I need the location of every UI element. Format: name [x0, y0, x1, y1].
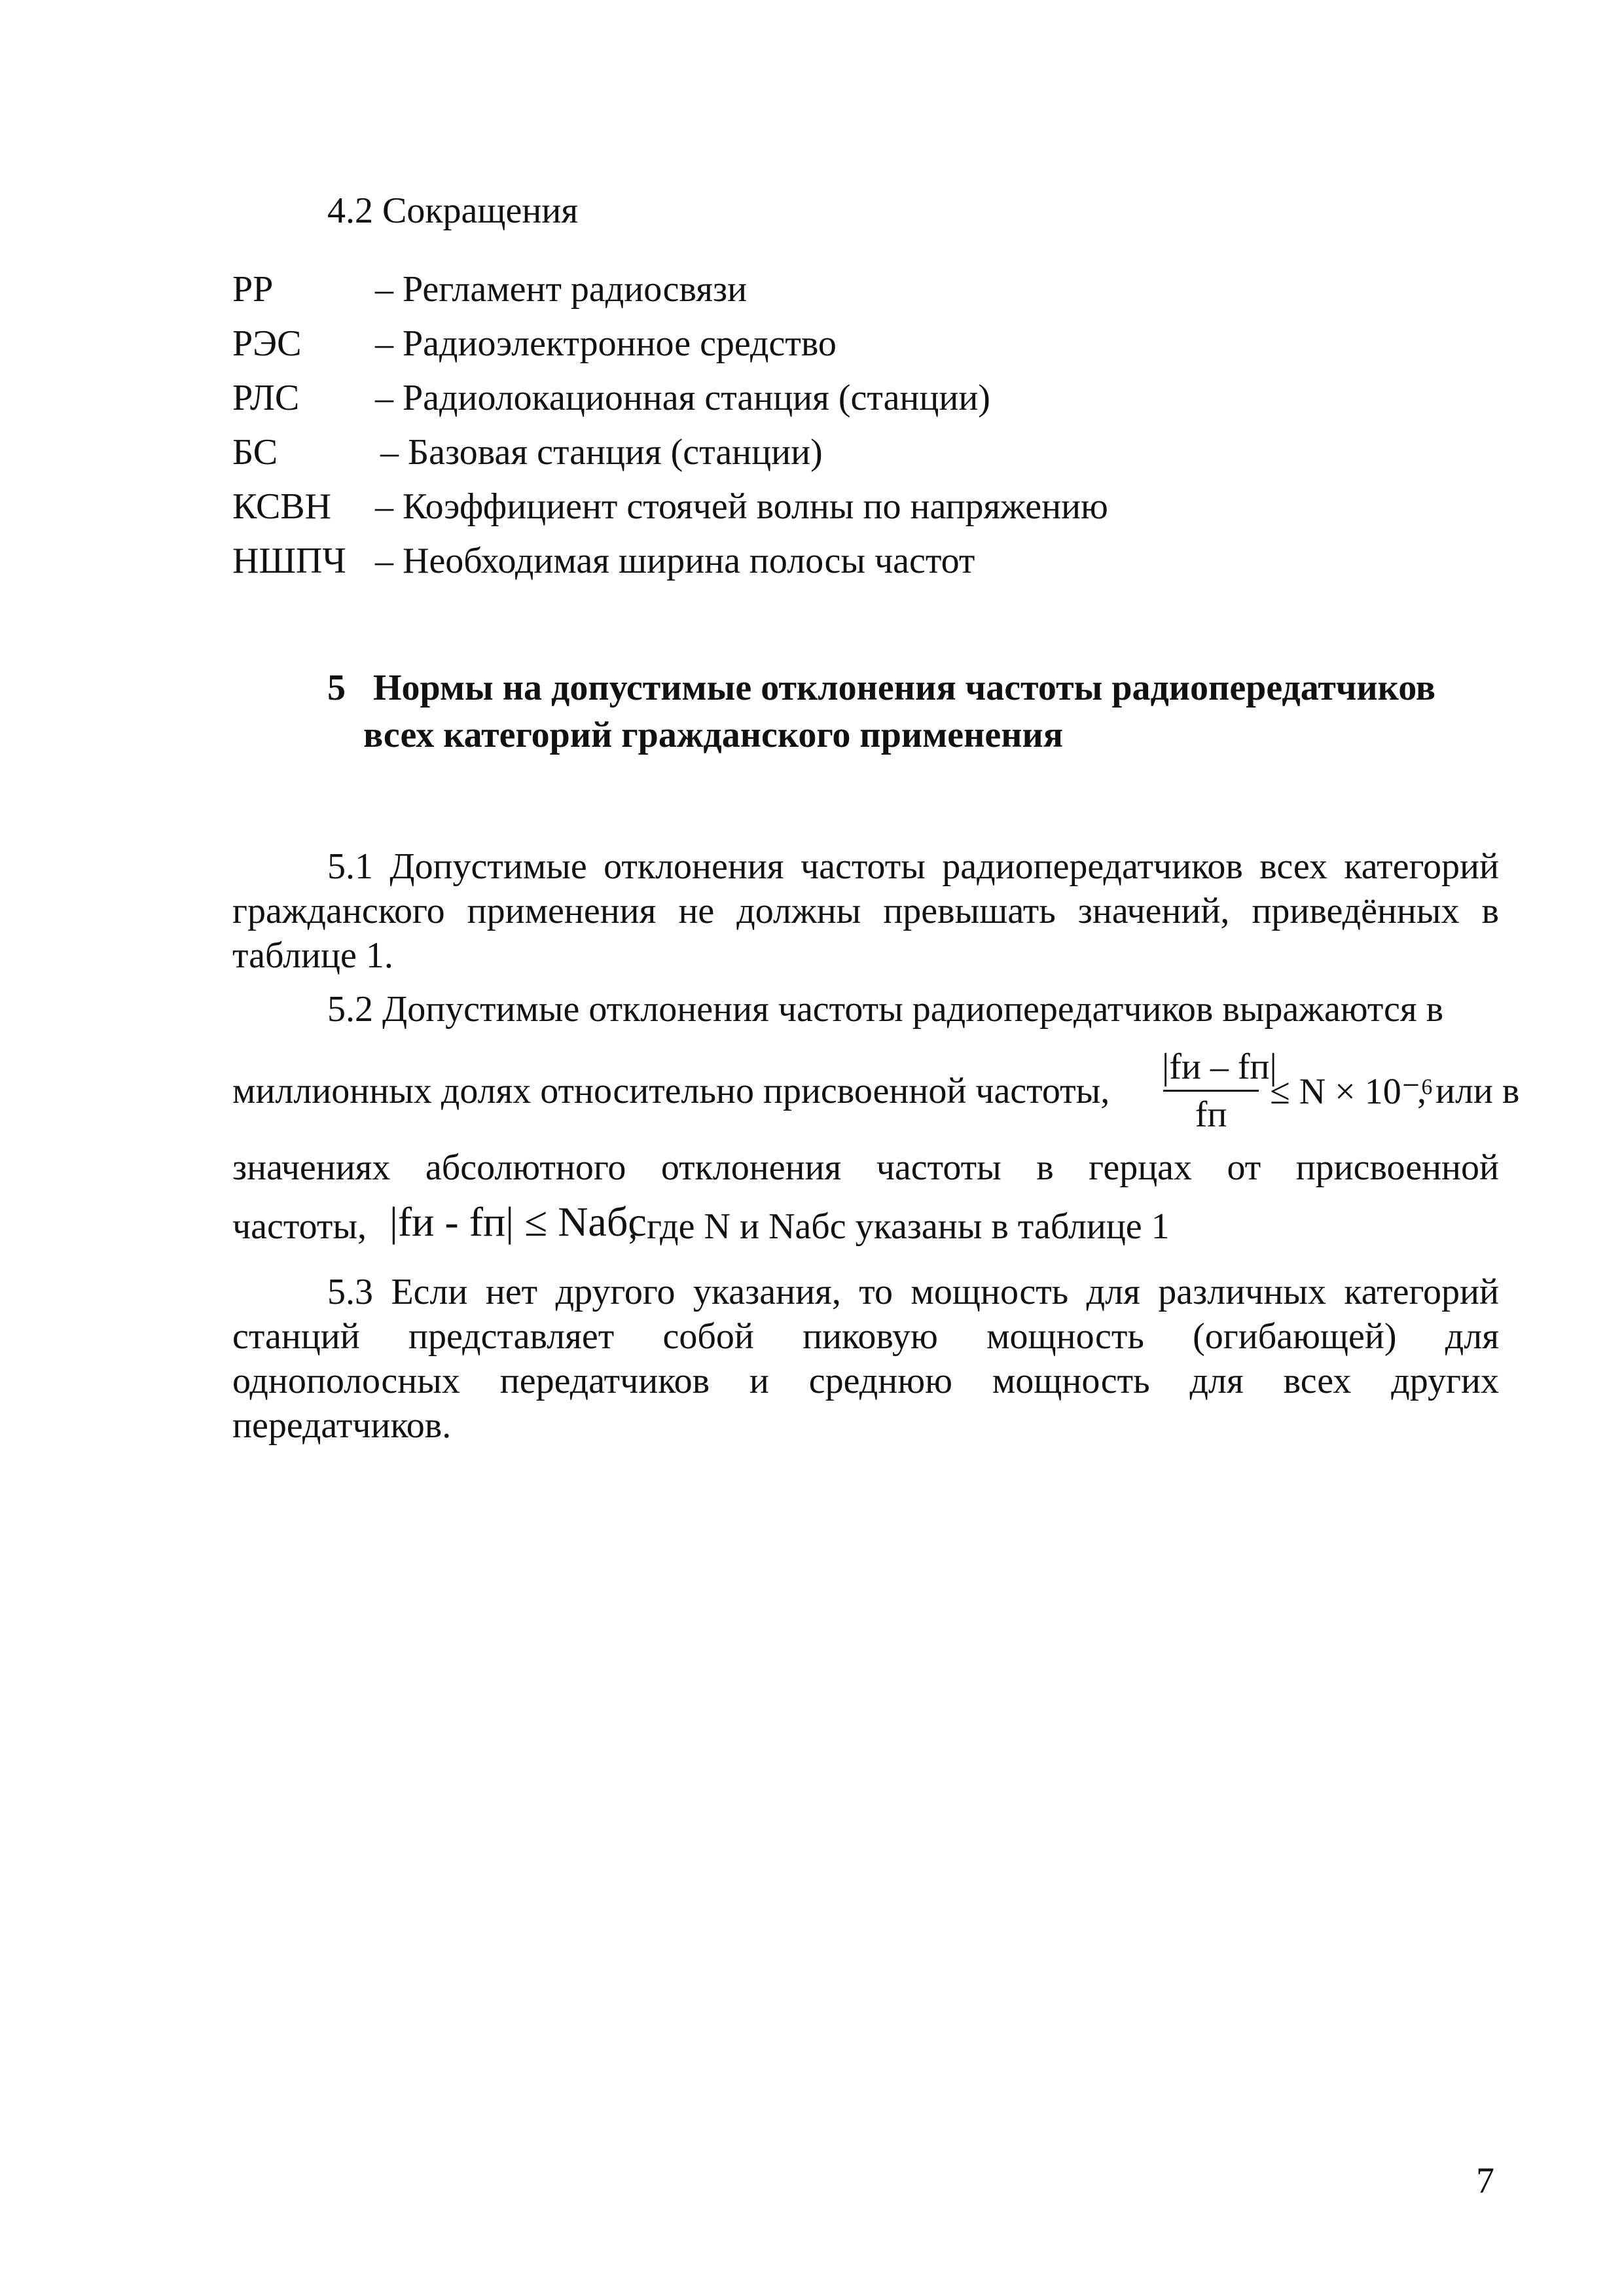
abbreviation: РР [232, 269, 274, 310]
paragraph-5-2-line4 [232, 1198, 1499, 1250]
abbreviation-definition: – Регламент радиосвязи [375, 269, 748, 310]
abbreviation-definition: – Необходимая ширина полосы частот [375, 541, 975, 581]
fraction-numerator: |fи – fп| [1162, 1047, 1277, 1087]
abbreviation: РЭС [232, 323, 302, 364]
paragraph-5-2-line1 [232, 988, 1499, 1030]
abbreviation: НШПЧ [232, 541, 346, 581]
abbreviation: КСВН [232, 486, 332, 527]
abbreviation-definition: – Радиолокационная станция (станции) [375, 378, 990, 418]
abbreviation-definition: – Коэффициент стоячей волны по напряжению [375, 486, 1108, 527]
paragraph-5-1 [232, 844, 1499, 978]
frequency-deviation-fraction [1162, 1044, 1277, 1138]
absolute-deviation-formula: |fи - fп| ≤ Nабс [389, 1198, 647, 1245]
section-title-line1: Нормы на допустимые отклонения частоты радиопередатчиков [373, 668, 1436, 708]
paragraph-5-2-line1-text: 5.2 Допустимые отклонения частоты радиопередатчиков выражаются в [327, 989, 1444, 1030]
paragraph-5-2-line4-start: частоты, [232, 1206, 367, 1247]
paragraph-5-2-line4-tail: , где N и Nабс указаны в таблице 1 [628, 1206, 1170, 1247]
section-title-line2: всех категорий гражданского применения [363, 715, 1064, 755]
abbreviation: РЛС [232, 378, 300, 418]
abbreviation-definition: – Радиоэлектронное средство [375, 323, 837, 364]
subsection-title: 4.2 Сокращения [327, 190, 579, 231]
paragraph-5-2-line2-text: миллионных долях относительно присвоенной частоты, [232, 1071, 1110, 1111]
paragraph-5-3-text: 5.3 Если нет другого указания, то мощность для различных категорий станций представляет собой пиковую мощность (огибающей) для однополосных передатчиков и среднюю мощность для всех других передатчиков. [232, 1272, 1499, 1446]
abbreviation: БС [232, 432, 278, 473]
fraction-denominator: fп [1195, 1094, 1227, 1135]
paragraph-5-3 [232, 1270, 1499, 1448]
formula-rhs: ≤ N × 10⁻⁶ [1270, 1071, 1434, 1112]
paragraph-5-2-line2-tail: , или в [1417, 1071, 1520, 1111]
page-number: 7 [1476, 2161, 1494, 2201]
abbreviation-definition: – Базовая станция (станции) [380, 432, 823, 473]
paragraph-5-2-line2 [232, 1044, 1520, 1142]
paragraph-5-1-text: 5.1 Допустимые отклонения частоты радиопередатчиков всех категорий гражданского применения не должны превышать значений, приведённых в таблице 1. [232, 846, 1499, 976]
section-number: 5 [327, 668, 346, 708]
paragraph-5-2-line3: значениях абсолютного отклонения частоты в герцах от присвоенной [232, 1147, 1499, 1188]
